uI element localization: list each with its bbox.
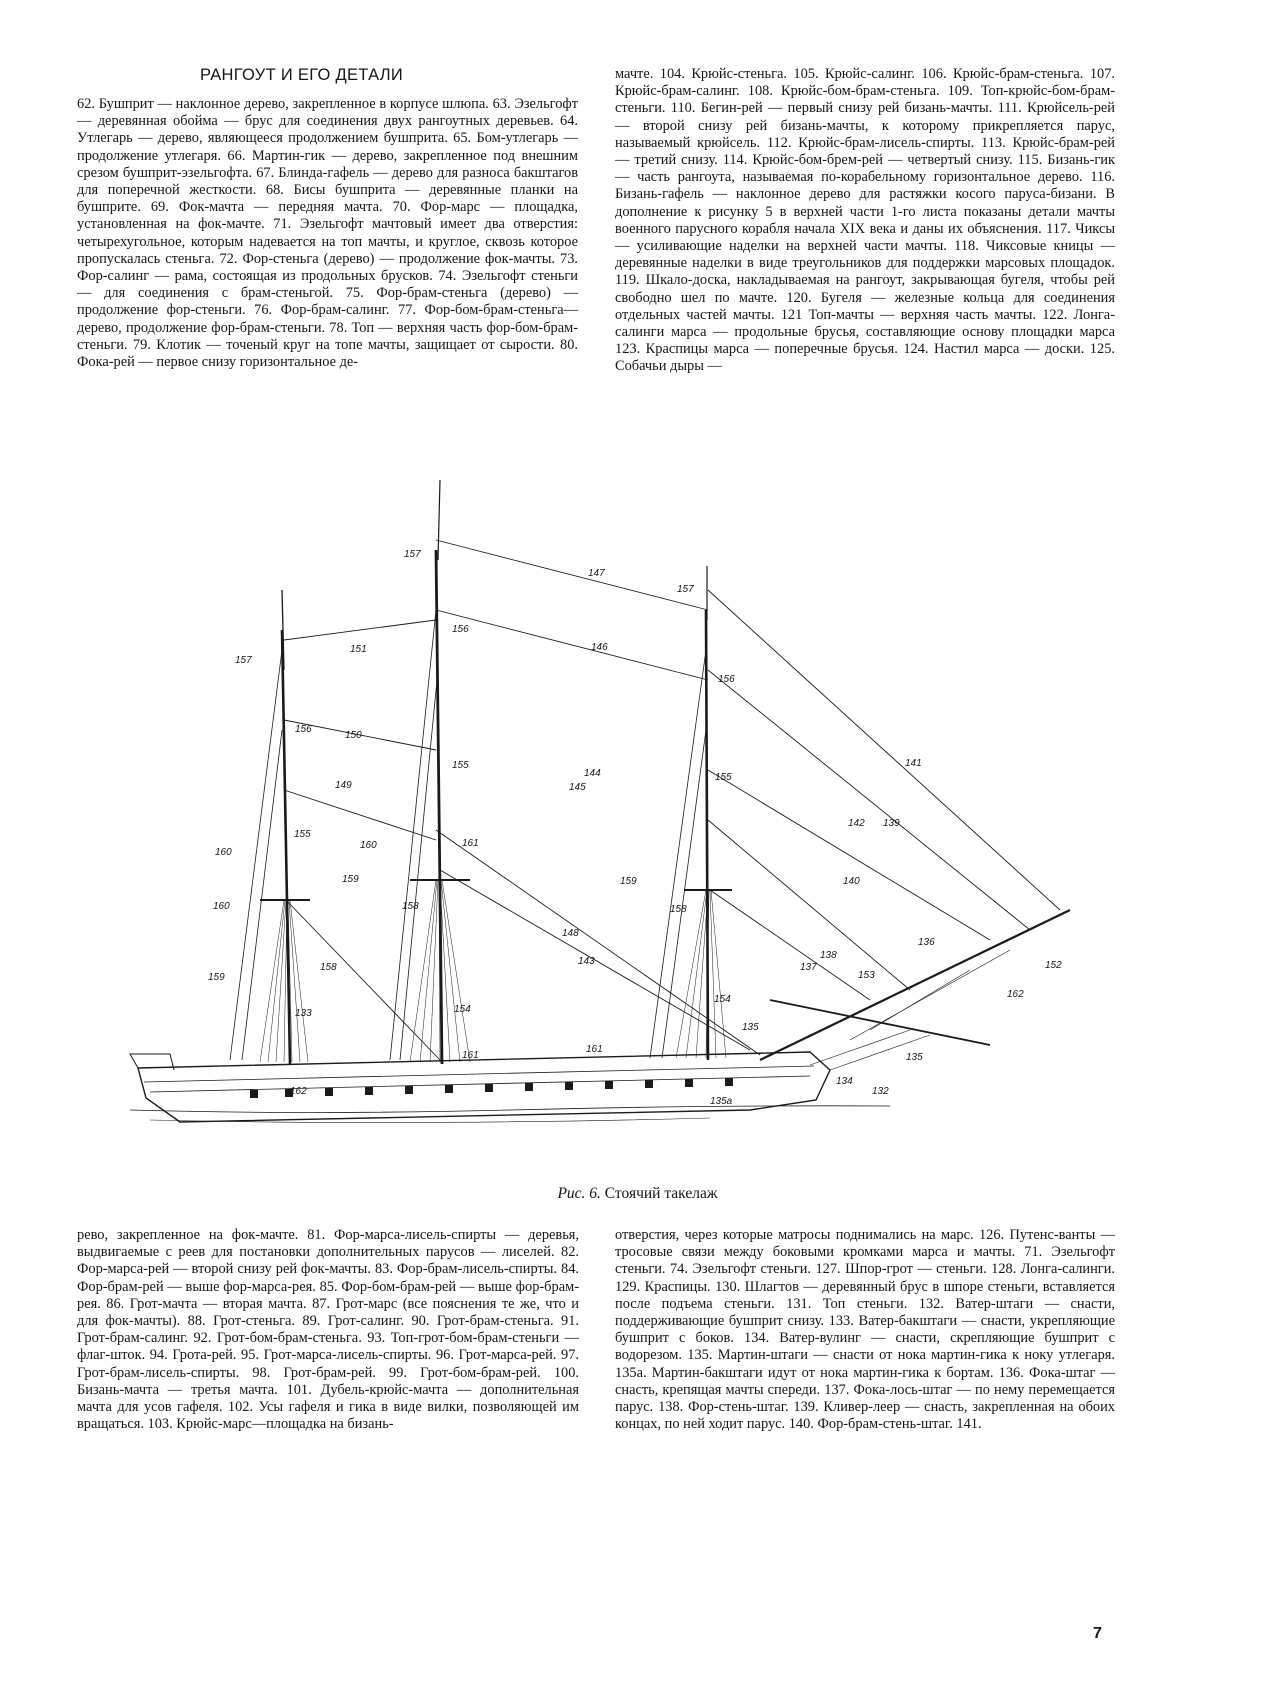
text-column-top-right (615, 66, 1115, 376)
figure-label: 156 (718, 674, 735, 685)
figure-label: 158 (670, 904, 687, 915)
figure-label: 151 (350, 644, 367, 655)
figure-label: 158 (320, 962, 337, 973)
figure-label: 161 (462, 1050, 479, 1061)
figure-label: 160 (360, 840, 377, 851)
figure-label: 143 (578, 956, 595, 967)
figure-label: 133 (295, 1008, 312, 1019)
figure-label: 157 (235, 655, 252, 666)
figure-label: 135 (742, 1022, 759, 1033)
figure-label: 155 (715, 772, 732, 783)
figure-label: 162 (290, 1086, 307, 1097)
figure-label: 156 (452, 624, 469, 635)
figure-label: 161 (462, 838, 479, 849)
paragraph: мачте. 104. Крюйс-стеньга. 105. Крюйс-салинг. 106. Крюйс-брам-стеньга. 107. Крюйс-брам-салинг. 108. Крюйс-бом-брам-стеньга. 109. Топ-крюйс-бом-брам-стеньги. 110. Бегин-рей — первый снизу рей бизань-мачты. 111. Крюйсель-рей — второй снизу рей бизань-мачты, к которому прикрепляется парус, называемый крюйсель. 112. Крюйс-брам-лисель-спирты. 113. Крюйс-брам-рей — третий снизу. 114. Крюйс-бом-брем-рей — четвертый снизу. 115. Бизань-гик — часть рангоута, называемая по-корабельному горизонтальное дерево. 116. Бизань-гафель — наклонное дерево для растяжки косого паруса-бизани. В дополнение к рисунку 5 в верхней части 1-го листа показаны детали мачты военного парусного корабля начала XIX века и даны их объяснения. 117. Чиксы — усиливающие наделки на верхней части мачты. 118. Чиксовые кницы — деревянные наделки в виде треугольников для поддержки марсовых площадок. 119. Шкало-доска, накладываемая на рангоут, закрывающая бугеля, чтобы рей свободно шел по мачте. 120. Бугеля — железные кольца для соединения отдельных частей мачты. 121 Топ-мачты — верхняя часть мачты. 122. Лонга-салинги марса — продольные брусья, составляющие основу площадки марса 123. Краспицы марса — поперечные брусья. 124. Настил марса — доски. 125. Собачьи дыры — (615, 66, 1115, 375)
paragraph: 62. Бушприт — наклонное дерево, закрепленное в корпусе шлюпа. 63. Эзельгофт — деревянная обойма — брус для соединения двух рангоутных деревьев. 64. Утлегарь — дерево, являющееся продолжением бушприта. 65. Бом-утлегарь — продолжение утлегаря. 66. Мартин-гик — дерево, закрепленное под внешним срезом бушприт-эзельгофта. 67. Блинда-гафель — дерево для разноса бакштагов для поперечной жесткости. 68. Бисы бушприта — деревянные планки на бушприте. 69. Фок-мачта — передняя мачта. 70. Фор-марс — площадка, установленная на фок-мачте. 71. Эзельгофт мачтовый имеет два отверстия: четырехугольное, которым надевается на топ мачты, и круглое, сквозь которое пропускалась стеньга. 72. Фор-стеньга (дерево) — продолжение фок-мачты. 73. Фор-салинг — рама, состоящая из продольных брусков. 74. Эзельгофт стеньги — для соединения с брам-стеньгой. 75. Фор-брам-стеньга (дерево) — продолжение фор-стеньги. 76. Фор-брам-салинг. 77. Фор-бом-брам-стеньга—дерево, продолжение фор-брам-стеньги. 78. Топ — верхняя часть фор-бом-брам-стеньги. 79. Клотик — точеный круг на топе мачты, защищает от сырости. 80. Фока-рей — первое снизу горизонтальное де- (77, 96, 578, 371)
figure-label: 159 (342, 874, 359, 885)
figure-label: 155 (294, 829, 311, 840)
figure-label: 137 (800, 962, 817, 973)
figure-label: 157 (404, 549, 421, 560)
figure-label: 135а (710, 1096, 733, 1107)
figure-label: 155 (452, 760, 469, 771)
figure-label: 132 (872, 1086, 889, 1097)
figure-label: 161 (586, 1044, 603, 1055)
figure-label: 135 (906, 1052, 923, 1063)
figure-label: 162 (1007, 989, 1024, 1000)
figure-label: 148 (562, 928, 579, 939)
figure-label: 160 (215, 847, 232, 858)
figure-label: 150 (345, 730, 362, 741)
page-number: 7 (1093, 1625, 1102, 1642)
figure-caption-label: Рис. 6. (557, 1185, 601, 1202)
figure-label: 154 (454, 1004, 471, 1015)
figure-label: 139 (883, 818, 900, 829)
figure-label: 159 (620, 876, 637, 887)
figure-label: 160 (213, 901, 230, 912)
figure-label: 136 (918, 937, 935, 948)
text-column-top-left (77, 96, 578, 371)
figure-label: 144 (584, 768, 601, 779)
figure-label: 158 (402, 901, 419, 912)
figure-label: 134 (836, 1076, 853, 1087)
figure-label: 142 (848, 818, 865, 829)
figure-label: 138 (820, 950, 837, 961)
figure-caption-text: Стоячий такелаж (604, 1185, 718, 1202)
ship-drawing (110, 470, 1110, 1170)
figure-label: 159 (208, 972, 225, 983)
figure-label: 152 (1045, 960, 1062, 971)
figure-caption (0, 1185, 1275, 1203)
section-title: РАНГОУТ И ЕГО ДЕТАЛИ (200, 66, 404, 84)
figure-label: 145 (569, 782, 586, 793)
figure-label: 154 (714, 994, 731, 1005)
text-column-bottom-left (77, 1227, 579, 1433)
ship-rigging-figure (110, 470, 1110, 1170)
figure-label: 153 (858, 970, 875, 981)
paragraph: рево, закрепленное на фок-мачте. 81. Фор-марса-лисель-спирты — деревья, выдвигаемые с реев для постановки дополнительных парусов — лиселей. 82. Фор-марса-рей — второй снизу рей фок-мачты. 83. Фор-брам-лисель-спирты. 84. Фор-брам-рей — выше фор-марса-рея. 85. Фор-бом-брам-рей — выше фор-брам-рея. 86. Грот-мачта — вторая мачта. 87. Грот-марс (все пояснения те же, что и для фок-мачты). 88. Грот-стеньга. 89. Грот-салинг. 90. Грот-брам-стеньга. 91. Грот-брам-салинг. 92. Грот-бом-брам-стеньга. 93. Топ-грот-бом-брам-стеньги — флаг-шток. 94. Грота-рей. 95. Грот-марса-лисель-спирты. 96. Грот-марса-рей. 97. Грот-брам-лисель-спирты. 98. Грот-брам-рей. 99. Грот-бом-брам-рей. 100. Бизань-мачта — третья мачта. 101. Дубель-крюйс-мачта — дополнительная мачта для усов гафеля. 102. Усы гафеля и гика в виде вилки, позволяющей им вращаться. 103. Крюйс-марс—площадка на бизань- (77, 1227, 579, 1433)
figure-label: 146 (591, 642, 608, 653)
figure-label: 149 (335, 780, 352, 791)
text-column-bottom-right (615, 1227, 1115, 1433)
paragraph: отверстия, через которые матросы поднимались на марс. 126. Путенс-ванты — тросовые связи между боковыми кромками марса и мачты. 71. Эзельгофт стеньги. 74. Эзельгофт стеньги. 127. Шпор-грот — стеньги. 128. Лонга-салинги. 129. Краспицы. 130. Шлагтов — деревянный брус в шпоре стеньги, вставляется после подъема стеньги. 131. Топ стеньги. 132. Ватер-штаги — снасти, поддерживающие бушприт снизу. 133. Ватер-бакштаги — снасти, укрепляющие бушприт с боков. 134. Ватер-вулинг — снасти, скрепляющие бушприт с водорезом. 135. Мартин-штаги — снасти от нока мартин-гика к ноку утлегаря. 135а. Мартин-бакштаги идут от нока мартин-гика к бортам. 136. Фока-штаг — снасть, крепящая мачты спереди. 137. Фока-лось-штаг — по нему перемещается парус. 138. Фор-стень-штаг. 139. Кливер-леер — снасть, закрепленная на обоих концах, по ней ходит парус. 140. Фор-брам-стень-штаг. 141. (615, 1227, 1115, 1433)
figure-label: 156 (295, 724, 312, 735)
figure-label: 147 (588, 568, 605, 579)
figure-label: 157 (677, 584, 694, 595)
figure-label: 140 (843, 876, 860, 887)
figure-label: 141 (905, 758, 922, 769)
